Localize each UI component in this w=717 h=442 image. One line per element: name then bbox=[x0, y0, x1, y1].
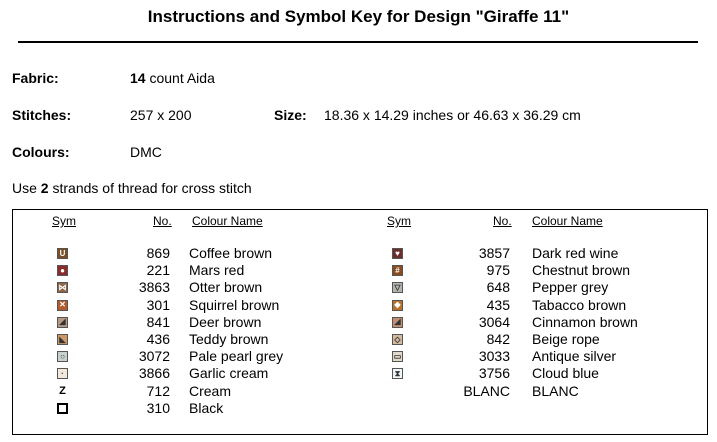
rectangle-icon: ▭ bbox=[393, 351, 402, 361]
u-glyph-icon: U bbox=[57, 248, 68, 259]
key-row bbox=[13, 314, 703, 331]
colour-name: Cream bbox=[189, 382, 232, 399]
key-row bbox=[13, 262, 703, 279]
colour-name: Teddy brown bbox=[189, 331, 269, 347]
colours-value: DMC bbox=[130, 144, 162, 160]
no-header-right: No. bbox=[493, 214, 512, 228]
colour-name: Dark red wine bbox=[532, 245, 619, 261]
dmc-number: 3033 bbox=[478, 348, 510, 365]
corner-triangle-icon: ◢ bbox=[57, 317, 68, 328]
dmc-number: 712 bbox=[146, 382, 170, 399]
heart-icon: ♥ bbox=[392, 248, 403, 259]
dmc-number: BLANC bbox=[463, 382, 510, 399]
dmc-number: 3863 bbox=[138, 279, 170, 296]
corner-triangle-icon: ◢ bbox=[392, 317, 403, 328]
x-icon: ✕ bbox=[57, 300, 68, 311]
title-underline bbox=[18, 41, 698, 43]
z-glyph-icon: Z bbox=[59, 384, 66, 397]
colour-name: Cloud blue bbox=[532, 365, 599, 382]
colour-name: Antique silver bbox=[532, 348, 617, 365]
colour-name: Garlic cream bbox=[189, 365, 269, 382]
dmc-number: 310 bbox=[146, 399, 170, 416]
bowtie-icon: ⋈ bbox=[58, 282, 67, 292]
circle-icon: ● bbox=[57, 265, 68, 276]
key-row bbox=[13, 383, 703, 400]
usage-prefix: Use bbox=[12, 180, 41, 196]
fabric-label: Fabric: bbox=[12, 70, 59, 86]
sym-header-left: Sym bbox=[52, 214, 76, 228]
fabric-type: count Aida bbox=[145, 70, 215, 86]
dmc-number: 436 bbox=[146, 331, 170, 347]
down-triangle-icon: ▽ bbox=[392, 282, 403, 293]
dmc-number: 3866 bbox=[138, 365, 170, 382]
size-value: 18.36 x 14.29 inches or 46.63 x 36.29 cm bbox=[324, 107, 581, 123]
dmc-number: 869 bbox=[146, 245, 170, 261]
colour-name: Chestnut brown bbox=[532, 262, 631, 279]
size-label: Size: bbox=[274, 107, 307, 123]
colour-name: Deer brown bbox=[189, 313, 262, 330]
fabric-value bbox=[130, 70, 215, 86]
colour-name: Tabacco brown bbox=[532, 296, 627, 313]
thread-instructions bbox=[12, 180, 252, 196]
colour-name: Otter brown bbox=[189, 279, 263, 296]
square-icon bbox=[57, 403, 68, 414]
sym-header-right: Sym bbox=[387, 214, 411, 228]
key-row bbox=[13, 245, 703, 262]
dmc-number: 3064 bbox=[478, 313, 510, 330]
ring-icon: ○ bbox=[57, 351, 68, 362]
dmc-number: 435 bbox=[486, 296, 510, 313]
colour-name: Black bbox=[189, 399, 224, 416]
diamond-icon: ◆ bbox=[392, 300, 403, 311]
key-row bbox=[13, 331, 703, 348]
dmc-number: 841 bbox=[146, 313, 170, 330]
diamond-outline-icon: ◇ bbox=[392, 334, 403, 345]
colour-name: Coffee brown bbox=[189, 245, 273, 261]
no-header-left: No. bbox=[153, 214, 172, 228]
hourglass-icon: ⧗ bbox=[392, 368, 403, 379]
triangle-icon: ◣ bbox=[57, 334, 68, 345]
colour-name: BLANC bbox=[532, 382, 579, 399]
key-row bbox=[13, 365, 703, 382]
dmc-number: 301 bbox=[146, 296, 170, 313]
dmc-number: 3857 bbox=[478, 245, 510, 261]
colour-name: Beige rope bbox=[532, 331, 600, 347]
colours-label: Colours: bbox=[12, 144, 70, 160]
dmc-number: 3072 bbox=[138, 348, 170, 365]
colour-name: Squirrel brown bbox=[189, 296, 280, 313]
colour-name: Mars red bbox=[189, 262, 245, 279]
colour-name: Pale pearl grey bbox=[189, 348, 284, 365]
strand-count: 2 bbox=[40, 180, 49, 196]
key-row bbox=[13, 400, 703, 417]
stitches-value: 257 x 200 bbox=[130, 107, 192, 123]
symbol-key-table bbox=[12, 209, 708, 435]
key-row bbox=[13, 297, 703, 314]
dot-icon: · bbox=[57, 368, 68, 379]
page-title: Instructions and Symbol Key for Design "Giraffe 11" bbox=[147, 7, 570, 26]
dmc-number: 975 bbox=[486, 262, 510, 279]
key-row bbox=[13, 348, 703, 365]
dmc-number: 648 bbox=[486, 279, 510, 296]
colour-name: Cinnamon brown bbox=[532, 313, 638, 330]
stitches-label: Stitches: bbox=[12, 107, 72, 123]
fabric-count: 14 bbox=[130, 70, 146, 86]
colour-name-header-left: Colour Name bbox=[192, 214, 263, 228]
usage-suffix: strands of thread for cross stitch bbox=[48, 180, 252, 196]
key-row bbox=[13, 279, 703, 296]
colour-name: Pepper grey bbox=[532, 279, 609, 296]
colour-name-header-right: Colour Name bbox=[532, 214, 603, 228]
dmc-number: 842 bbox=[486, 331, 510, 347]
hash-icon: # bbox=[392, 265, 403, 276]
dmc-number: 221 bbox=[146, 262, 170, 279]
dmc-number: 3756 bbox=[478, 365, 510, 382]
